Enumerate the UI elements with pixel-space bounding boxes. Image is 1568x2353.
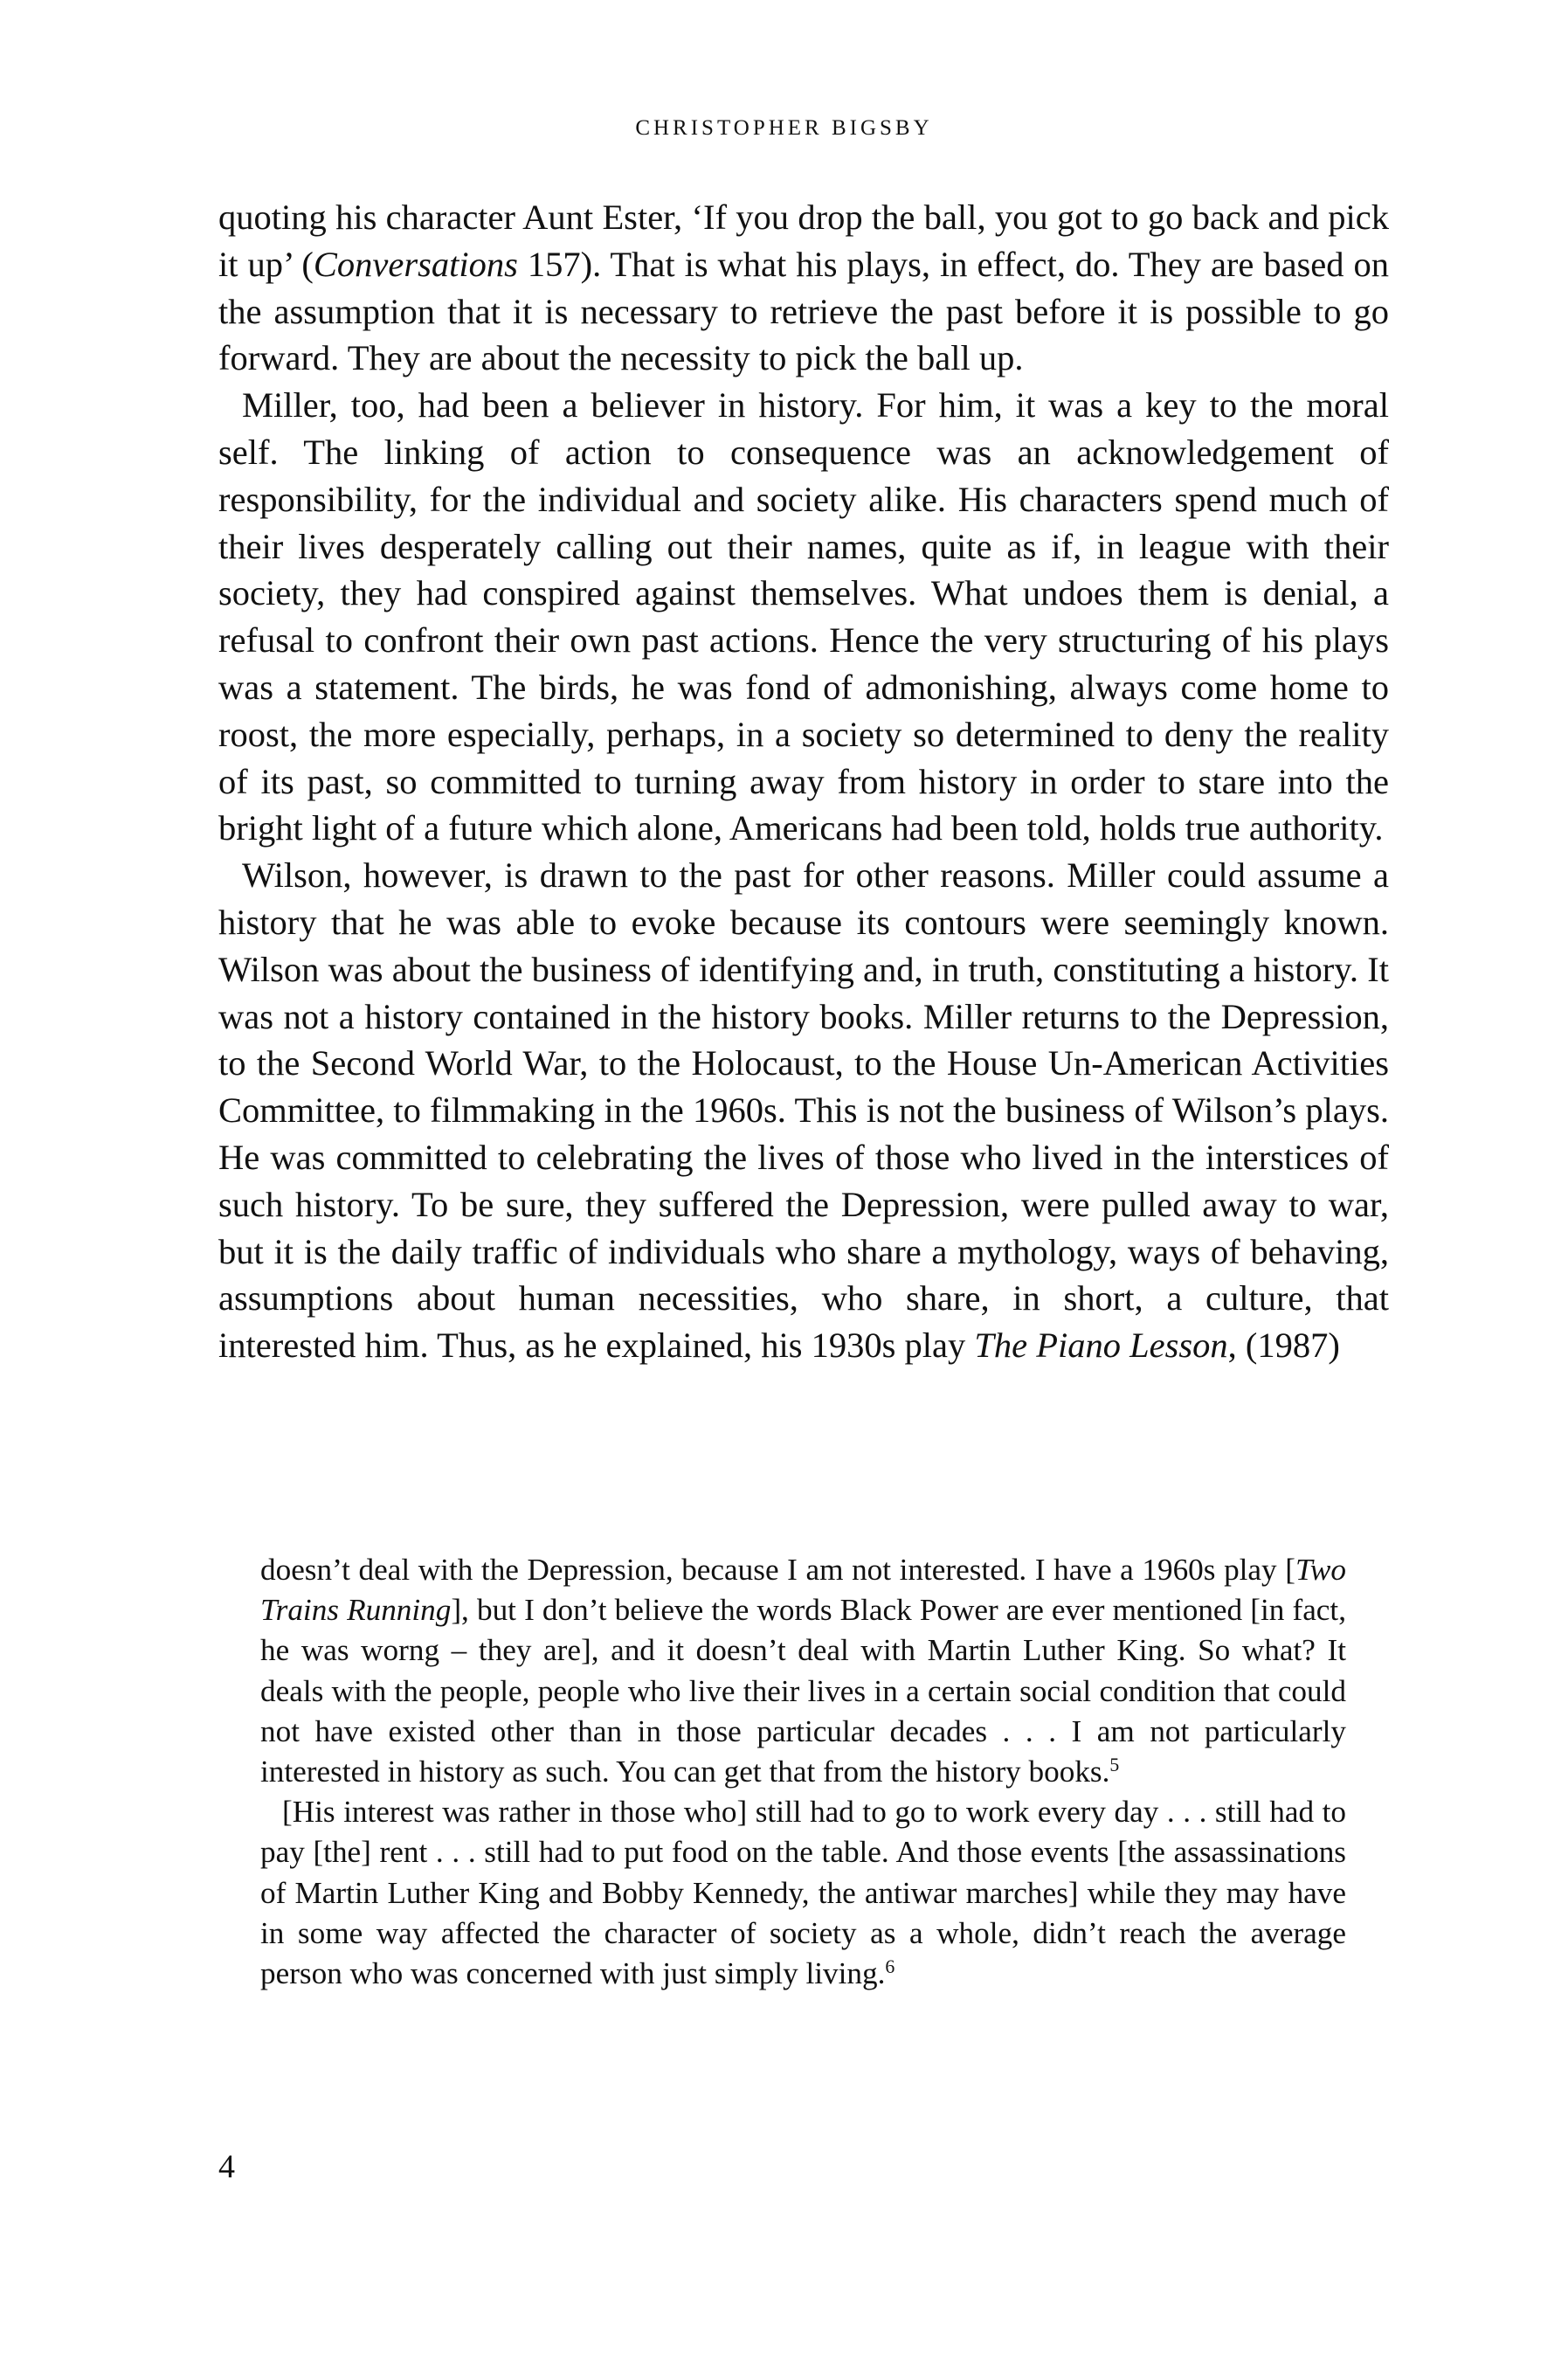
paragraph-3-text-b: , (1987) (1227, 1325, 1340, 1366)
paragraph-3-text-a: Wilson, however, is drawn to the past for other reasons. Miller could assume a history that he was able to evoke because its contours were seemingly known. Wilson was about the business of identifying and, in truth, constituting a history. It was not a history contained in the history books. Miller returns to the Depression, to the Second World War, to the Holocaust, to the House Un-American Activities Committee, to filmmaking in the 1960s. This is not the business of Wilson’s plays. He was committed to celebrating the lives of those who lived in the interstices of such history. To be sure, they suffered the Depression, were pulled away to war, but it is the daily traffic of individuals who share a mythology, ways of behaving, assumptions about human necessities, who share, in short, a culture, that interested him. Thus, as he explained, his 1930s play (218, 855, 1389, 1366)
paragraph-1-text-b: 157). That is what his plays, in effect, do. They are based on the assumption that it is necessary to retrieve the past before it is possible to go forward. They are about the necessity to pick the ball up. (218, 244, 1389, 378)
body-text (218, 194, 1389, 1369)
quote-1-text-a: doesn’t deal with the Depression, because I am not interested. I have a 1960s play [ (260, 1553, 1295, 1587)
quote-1-title-italic: Two Trains Running (260, 1553, 1346, 1628)
paragraph-1 (218, 194, 1389, 382)
footnote-marker-5: 5 (1109, 1754, 1120, 1776)
paragraph-3 (218, 852, 1389, 1369)
running-head: CHRISTOPHER BIGSBY (635, 116, 933, 140)
page-number: 4 (218, 2149, 235, 2185)
quote-1 (260, 1550, 1346, 1792)
quote-2-text: [His interest was rather in those who] still had to go to work every day . . . still had to pay [the] rent . . . still had to put food on the table. And those events [the assassinations of Martin Luther King and Bobby Kennedy, the antiwar marches] while they may have in some way affected the character of society as a whole, didn’t reach the average person who was concerned with just simply living. (260, 1795, 1346, 1991)
quote-2 (260, 1792, 1346, 1994)
paragraph-2: Miller, too, had been a believer in history. For him, it was a key to the moral self. The linking of action to consequence was an acknowledgement of responsibility, for the individual and society alike. His characters spend much of their lives desperately calling out their names, quite as if, in league with their society, they had conspired against themselves. What undoes them is denial, a refusal to confront their own past actions. Hence the very structuring of his plays was a statement. The birds, he was fond of admonishing, always come home to roost, the more especially, perhaps, in a society so determined to deny the reality of its past, so committed to turning away from history in order to stare into the bright light of a future which alone, Americans had been told, holds true authority. (218, 385, 1389, 848)
paragraph-1-title-italic: Conversations (313, 244, 518, 284)
footnote-marker-6: 6 (885, 1956, 895, 1978)
block-quote (260, 1550, 1346, 1994)
paragraph-3-title-italic: The Piano Lesson (974, 1325, 1228, 1366)
paragraph-1-text-a: quoting his character Aunt Ester, ‘If you drop the ball, you got to go back and pick it up’ ( (218, 197, 1389, 284)
quote-1-text-b: ], but I don’t believe the words Black Power are ever mentioned [in fact, he was worng – they are], and it doesn’t deal with Martin Luther King. So what? It deals with the people, people who live their lives in a certain social condition that could not have existed other than in those particular decades . . . I am not particularly interested in history as such. You can get that from the history books. (260, 1593, 1347, 1789)
